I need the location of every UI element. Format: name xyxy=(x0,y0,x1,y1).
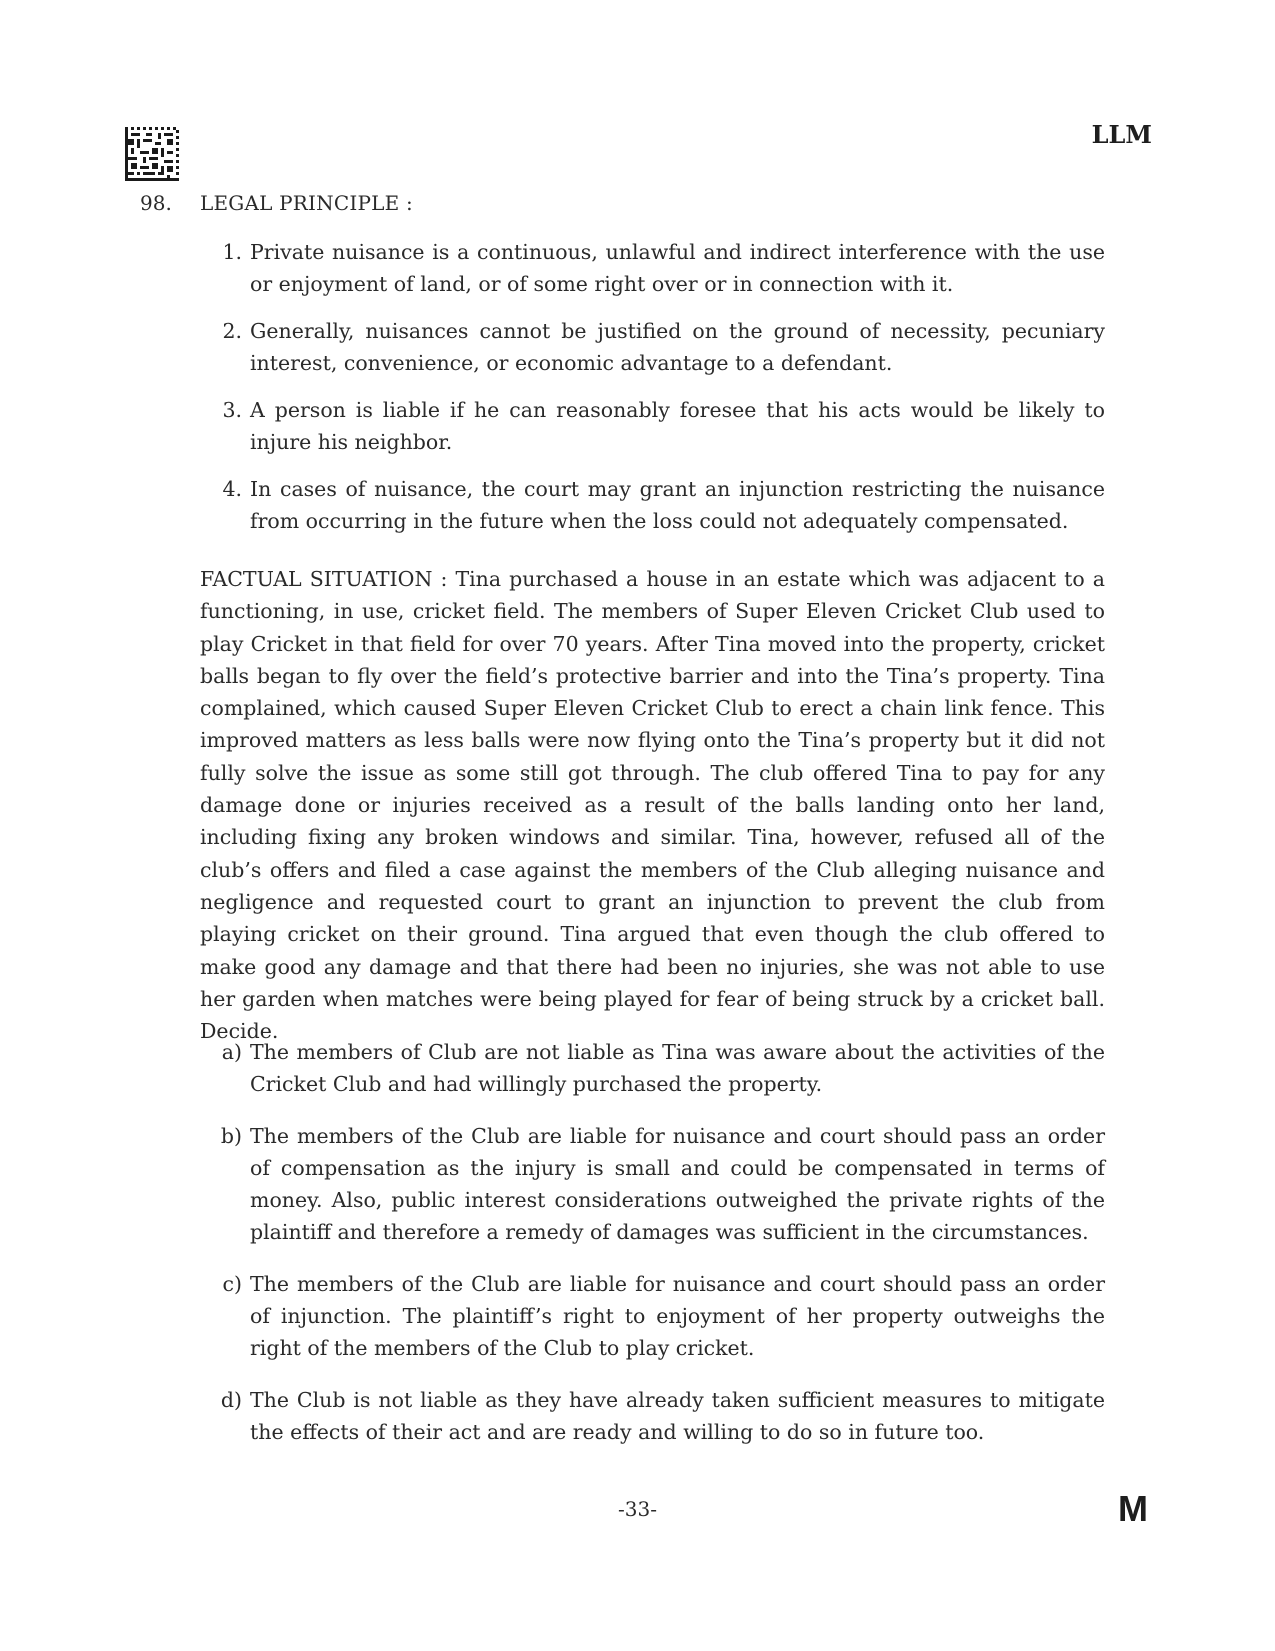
principle-text: Private nuisance is a continuous, unlawful and indirect interference with the use or enjoyment of land, or of some right over or in connection with it. xyxy=(250,240,1105,296)
exam-code: LLM xyxy=(1091,120,1152,149)
principle-item xyxy=(200,473,1105,537)
option-label: b) xyxy=(220,1124,242,1148)
principle-text: Generally, nuisances cannot be justified on the ground of necessity, pecuniary interest, convenience, or economic advantage to a defendant. xyxy=(250,319,1105,375)
principle-number: 4. xyxy=(222,477,242,501)
principle-item xyxy=(200,394,1105,458)
2d-barcode-icon xyxy=(125,127,179,181)
option-text: The Club is not liable as they have already taken sufficient measures to mitigate the effects of their act and are ready and willing to do so in future too. xyxy=(250,1388,1105,1444)
option-text: The members of the Club are liable for nuisance and court should pass an order of injunction. The plaintiff’s right to enjoyment of her property outweighs the right of the members of the Club to play cricket. xyxy=(250,1272,1105,1360)
option-b xyxy=(200,1120,1105,1248)
principle-number: 1. xyxy=(222,240,242,264)
principle-list xyxy=(200,236,1105,552)
option-text: The members of the Club are liable for nuisance and court should pass an order of compensation as the injury is small and could be compensated in terms of money. Also, public interest considerations outweighed the private rights of the plaintiff and therefore a remedy of damages was sufficient in the circumstances. xyxy=(250,1124,1105,1244)
page-number: -33- xyxy=(618,1497,657,1521)
principle-item xyxy=(200,315,1105,379)
booklet-set-code: M xyxy=(1118,1488,1148,1529)
principle-number: 3. xyxy=(222,398,242,422)
principle-text: In cases of nuisance, the court may grant an injunction restricting the nuisance from occurring in the future when the loss could not adequately compensated. xyxy=(250,477,1105,533)
answer-options xyxy=(200,1036,1105,1468)
option-a xyxy=(200,1036,1105,1100)
option-text: The members of Club are not liable as Tina was aware about the activities of the Cricket Club and had willingly purchased the property. xyxy=(250,1040,1105,1096)
principle-item xyxy=(200,236,1105,300)
option-d xyxy=(200,1384,1105,1448)
option-c xyxy=(200,1268,1105,1364)
factual-situation: FACTUAL SITUATION : Tina purchased a house in an estate which was adjacent to a functioning, in use, cricket field. The members of Super Eleven Cricket Club used to play Cricket in that field for over 70 years. After Tina moved into the property, cricket balls began to fly over the field’s protective barrier and into the Tina’s property. Tina complained, which caused Super Eleven Cricket Club to erect a chain link fence. This improved matters as less balls were now flying onto the Tina’s property but it did not fully solve the issue as some still got through. The club offered Tina to pay for any damage done or injuries received as a result of the balls landing onto her land, including fixing any broken windows and similar. Tina, however, refused all of the club’s offers and filed a case against the members of the Club alleging nuisance and negligence and requested court to grant an injunction to prevent the club from playing cricket on their ground. Tina argued that even though the club offered to make good any damage and that there had been no injuries, she was not able to use her garden when matches were being played for fear of being struck by a cricket ball. Decide. xyxy=(200,567,1105,1044)
option-label: d) xyxy=(220,1388,242,1412)
question-number: 98. xyxy=(140,191,172,215)
principle-text: A person is liable if he can reasonably foresee that his acts would be likely to injure his neighbor. xyxy=(250,398,1105,454)
option-label: a) xyxy=(221,1040,242,1064)
principle-number: 2. xyxy=(222,319,242,343)
legal-principle-heading: LEGAL PRINCIPLE : xyxy=(200,191,413,215)
option-label: c) xyxy=(222,1272,242,1296)
